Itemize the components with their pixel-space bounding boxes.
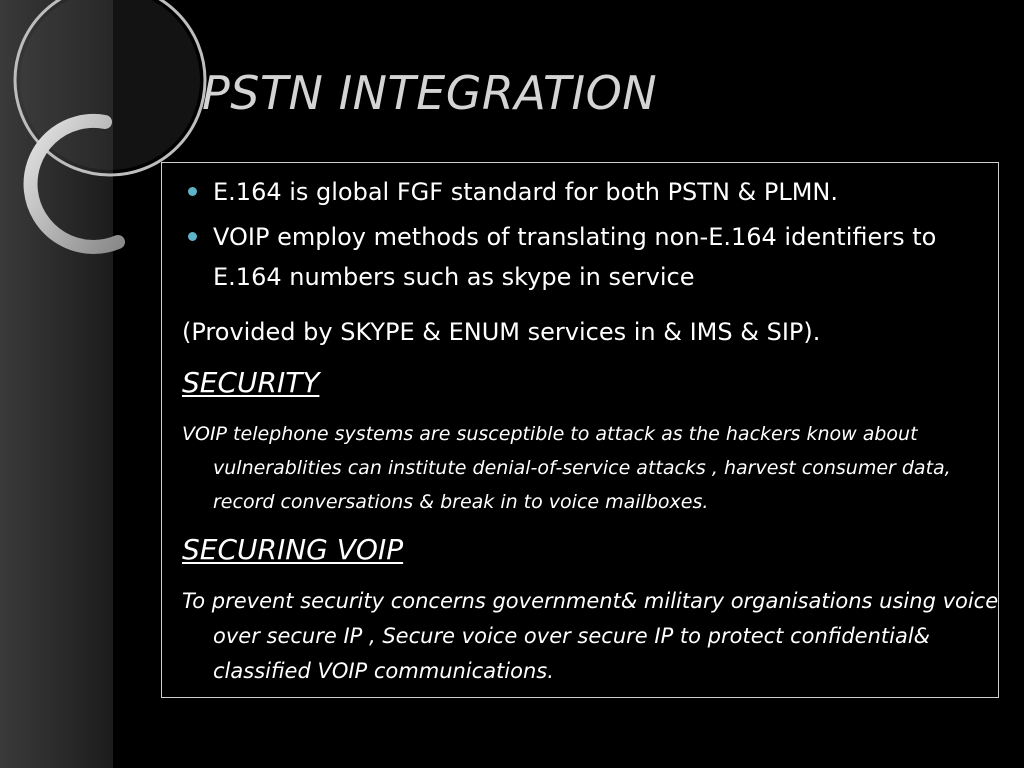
security-paragraph: VOIP telephone systems are susceptible to attack as the hackers know about vulnerablities can institute denial-of-service attacks , harvest consumer data, record conversations & break in to voice mailboxes. bbox=[182, 423, 951, 513]
securing-voip-paragraph: To prevent security concerns government& military organisations using voice over secure IP , Secure voice over secure IP to protect confidential& classified VOIP communications. bbox=[182, 589, 999, 683]
bullet-item: VOIP employ methods of translating non-E.164 identifiers to E.164 numbers such as skype in service bbox=[162, 217, 1000, 297]
bullet-list bbox=[162, 172, 1000, 297]
securing-voip-heading: SECURING VOIP bbox=[182, 533, 404, 566]
security-heading: SECURITY bbox=[182, 366, 320, 399]
provider-note: (Provided by SKYPE & ENUM services in & IMS & SIP). bbox=[182, 318, 821, 346]
slide-title: PSTN INTEGRATION bbox=[202, 66, 658, 120]
bullet-item: E.164 is global FGF standard for both PSTN & PLMN. bbox=[162, 172, 1000, 212]
content-box bbox=[161, 162, 999, 698]
